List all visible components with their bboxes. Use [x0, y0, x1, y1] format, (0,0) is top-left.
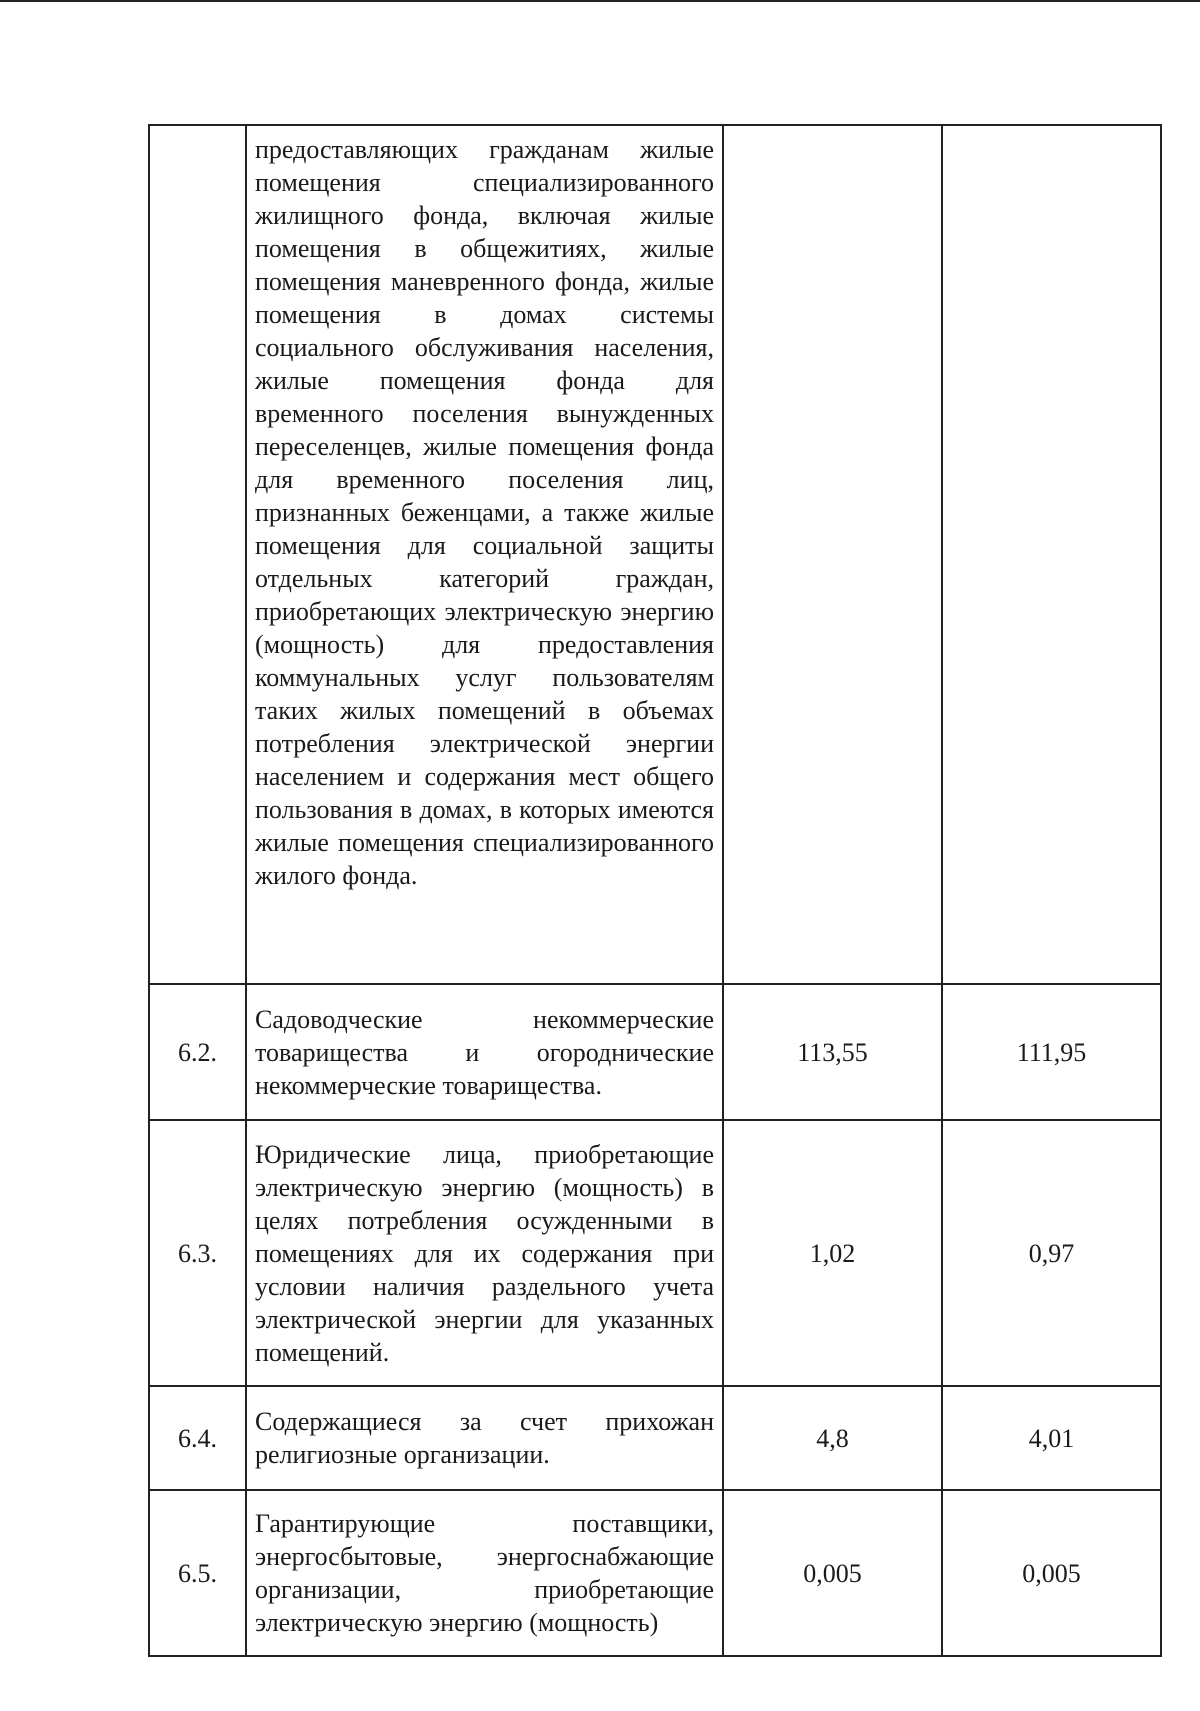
row-value1-cell: 0,005 [723, 1490, 942, 1656]
row-number-cell: 6.5. [149, 1490, 246, 1656]
row-value2-cell: 0,005 [942, 1490, 1161, 1656]
row-value2-cell: 4,01 [942, 1386, 1161, 1490]
row-description-cell: предоставляющих гражданам жилые помещения специализированного жилищного фонда, включая жилые помещения в общежитиях, жилые помещения маневренного фонда, жилые помещения в домах системы социального обслуживания населения, жилые помещения фонда для временного поселения вынужденных переселенцев, жилые помещения фонда для временного поселения лиц, признанных беженцами, а также жилые помещения для социальной защиты отдельных категорий граждан, приобретающих электрическую энергию (мощность) для предоставления коммунальных услуг пользователям таких жилых помещений в объемах потребления электрической энергии населением и содержания мест общего пользования в домах, в которых имеются жилые помещения специализированного жилого фонда. [246, 125, 723, 984]
table-row-continuation [149, 125, 1161, 984]
row-value1-cell: 113,55 [723, 984, 942, 1120]
row-number-cell: 6.4. [149, 1386, 246, 1490]
row-number-cell [149, 125, 246, 984]
row-value2-cell: 111,95 [942, 984, 1161, 1120]
table-row-6-2 [149, 984, 1161, 1120]
row-number-cell: 6.3. [149, 1120, 246, 1386]
row-value2-cell [942, 125, 1161, 984]
table-row-6-4 [149, 1386, 1161, 1490]
top-border-line [0, 0, 1200, 2]
row-description-cell: Садоводческие некоммерческие товарищества и огороднические некоммерческие товарищества. [246, 984, 723, 1120]
row-value1-cell: 4,8 [723, 1386, 942, 1490]
row-value2-cell: 0,97 [942, 1120, 1161, 1386]
row-description-cell: Гарантирующие поставщики, энергосбытовые, энергоснабжающие организации, приобретающие электрическую энергию (мощность) [246, 1490, 723, 1656]
row-number-cell: 6.2. [149, 984, 246, 1120]
row-value1-cell: 1,02 [723, 1120, 942, 1386]
table-row-6-3 [149, 1120, 1161, 1386]
table-row-6-5 [149, 1490, 1161, 1656]
row-value1-cell [723, 125, 942, 984]
tariff-table [148, 124, 1162, 1657]
row-description-cell: Содержащиеся за счет прихожан религиозные организации. [246, 1386, 723, 1490]
row-description-cell: Юридические лица, приобретающие электрическую энергию (мощность) в целях потребления осужденными в помещениях для их содержания при условии наличия раздельного учета электрической энергии для указанных помещений. [246, 1120, 723, 1386]
